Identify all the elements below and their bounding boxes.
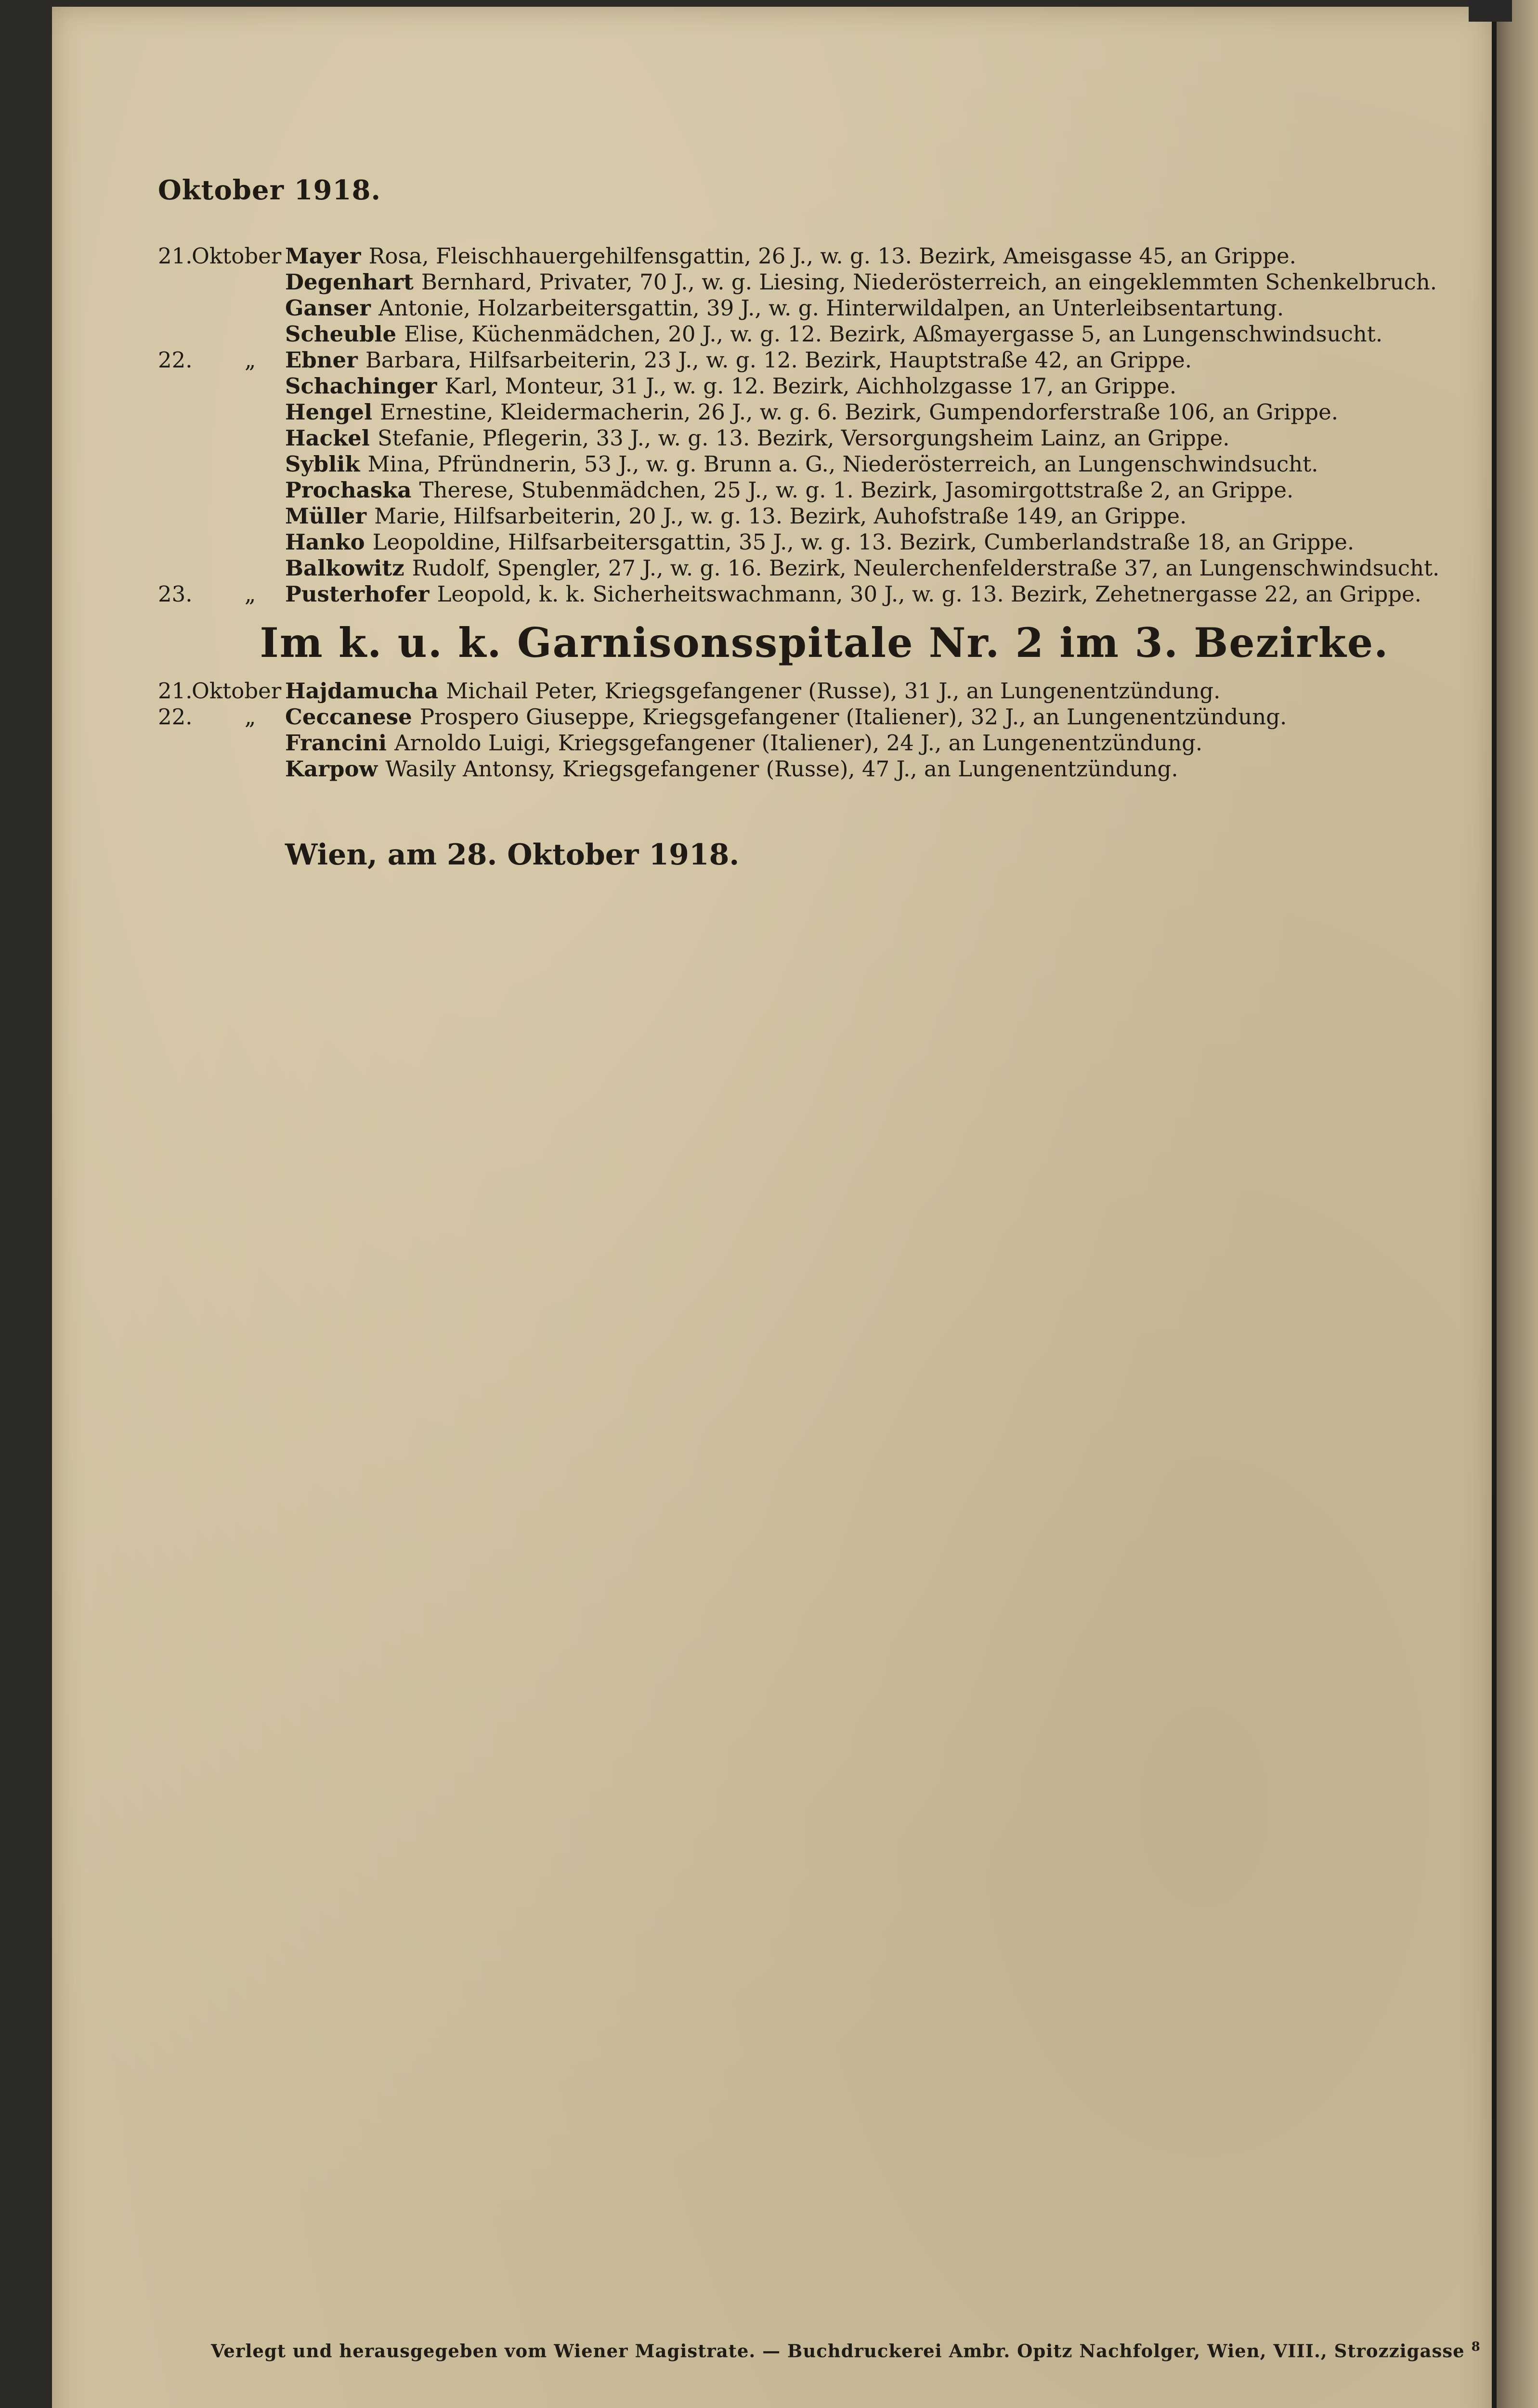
entry-details: Michail Peter, Kriegsgefangener (Russe), 31 J., an Lungenentzündung. (446, 678, 1221, 704)
entry-details: Rosa, Fleischhauergehilfensgattin, 26 J., w. g. 13. Bezirk, Ameisgasse 45, an Grippe. (368, 243, 1296, 269)
register-entry (158, 269, 1487, 295)
entry-details: Antonie, Holzarbeitersgattin, 39 J., w. g. Hinterwildalpen, an Unterleibsentartung. (378, 295, 1284, 321)
entry-month: Oktober (192, 678, 282, 704)
publisher-footer (211, 2340, 1481, 2361)
register-entry (158, 581, 1487, 607)
entry-date (158, 425, 285, 451)
register-entry (158, 243, 1487, 269)
entry-surname: Ganser (285, 295, 371, 321)
entry-surname: Mayer (285, 243, 361, 269)
entry-day: 22. (158, 347, 193, 373)
entry-surname: Scheuble (285, 321, 397, 347)
entry-surname: Schachinger (285, 373, 437, 399)
register-entry (158, 555, 1487, 581)
entry-details: Marie, Hilfsarbeiterin, 20 J., w. g. 13. Bezirk, Auhofstraße 149, an Grippe. (374, 503, 1187, 529)
entry-surname: Hengel (285, 399, 373, 425)
address-number: 8 (1471, 2340, 1481, 2354)
entry-date (158, 581, 285, 607)
entry-surname: Syblik (285, 451, 360, 477)
entry-date (158, 730, 285, 756)
register-entry (158, 704, 1487, 730)
entry-date (158, 756, 285, 782)
entry-date (158, 678, 285, 704)
entry-day: 21. (158, 243, 193, 269)
entry-date (158, 503, 285, 529)
entry-details: Mina, Pfründnerin, 53 J., w. g. Brunn a. G., Niederösterreich, an Lungenschwindsucht. (367, 451, 1318, 477)
ditto-mark: „ (245, 347, 256, 373)
register-entry (158, 425, 1487, 451)
entry-date (158, 477, 285, 503)
entry-date (158, 373, 285, 399)
entry-surname: Hanko (285, 529, 365, 555)
register-entry (158, 321, 1487, 347)
entry-day: 21. (158, 678, 193, 704)
closing-date-line: Wien, am 28. Oktober 1918. (285, 838, 740, 872)
entry-details: Arnoldo Luigi, Kriegsgefangener (Italiener), 24 J., an Lungenentzündung. (394, 730, 1203, 756)
entry-surname: Ebner (285, 347, 358, 373)
entry-details: Karl, Monteur, 31 J., w. g. 12. Bezirk, Aichholzgasse 17, an Grippe. (444, 373, 1177, 399)
register-entry (158, 756, 1487, 782)
entry-details: Leopold, k. k. Sicherheitswachmann, 30 J., w. g. 13. Bezirk, Zehetnergasse 22, an Grippe. (437, 581, 1421, 607)
entry-details: Ernestine, Kleidermacherin, 26 J., w. g. 6. Bezirk, Gumpendorferstraße 106, an Grippe. (380, 399, 1339, 425)
entry-surname: Balkowitz (285, 555, 404, 581)
entry-date (158, 529, 285, 555)
entry-details: Wasily Antonsy, Kriegsgefangener (Russe), 47 J., an Lungenentzündung. (385, 756, 1178, 782)
entry-details: Prospero Giuseppe, Kriegsgefangener (Italiener), 32 J., an Lungenentzündung. (419, 704, 1287, 730)
entry-surname: Hackel (285, 425, 370, 451)
entry-date (158, 555, 285, 581)
entry-date (158, 399, 285, 425)
entry-date (158, 321, 285, 347)
register-entry (158, 373, 1487, 399)
entry-details: Bernhard, Privater, 70 J., w. g. Liesing, Niederösterreich, an eingeklemmten Schenkelbruch. (421, 269, 1437, 295)
entry-date (158, 451, 285, 477)
register-entry (158, 477, 1487, 503)
entry-day: 23. (158, 581, 193, 607)
month-heading: Oktober 1918. (158, 174, 381, 206)
entry-details: Therese, Stubenmädchen, 25 J., w. g. 1. Bezirk, Jasomirgottstraße 2, an Grippe. (419, 477, 1294, 503)
death-register-list (158, 243, 1487, 607)
register-entry (158, 529, 1487, 555)
entry-details: Barbara, Hilfsarbeiterin, 23 J., w. g. 12. Bezirk, Hauptstraße 42, an Grippe. (365, 347, 1192, 373)
section-title: Im k. u. k. Garnisonsspitale Nr. 2 im 3. Bezirke. (260, 619, 1389, 667)
entry-details: Stefanie, Pflegerin, 33 J., w. g. 13. Bezirk, Versorgungsheim Lainz, an Grippe. (377, 425, 1230, 451)
register-entry (158, 295, 1487, 321)
register-entry (158, 503, 1487, 529)
entry-surname: Pusterhofer (285, 581, 430, 607)
entry-surname: Degenhart (285, 269, 414, 295)
entry-day: 22. (158, 704, 193, 730)
entry-surname: Prochaska (285, 477, 412, 503)
entry-details: Leopoldine, Hilfsarbeitersgattin, 35 J., w. g. 13. Bezirk, Cumberlandstraße 18, an Grippe. (372, 529, 1355, 555)
entry-date (158, 347, 285, 373)
ditto-mark: „ (245, 581, 256, 607)
entry-details: Elise, Küchenmädchen, 20 J., w. g. 12. Bezirk, Aßmayergasse 5, an Lungenschwindsucht. (404, 321, 1383, 347)
entry-date (158, 704, 285, 730)
register-entry (158, 399, 1487, 425)
entry-date (158, 243, 285, 269)
entry-surname: Francini (285, 730, 387, 756)
entry-surname: Hajdamucha (285, 678, 439, 704)
entry-surname: Müller (285, 503, 367, 529)
entry-surname: Karpow (285, 756, 378, 782)
register-entry (158, 730, 1487, 756)
publisher-text: Verlegt und herausgegeben vom Wiener Magistrate. — Buchdruckerei Ambr. Opitz Nachfolger, Wien, VIII., Strozzigasse (211, 2340, 1465, 2362)
entry-date (158, 295, 285, 321)
entry-surname: Ceccanese (285, 704, 412, 730)
register-entry (158, 347, 1487, 373)
entry-month: Oktober (192, 243, 282, 269)
garrison-hospital-list (158, 678, 1487, 782)
register-entry (158, 451, 1487, 477)
ditto-mark: „ (245, 704, 256, 730)
entry-date (158, 269, 285, 295)
entry-details: Rudolf, Spengler, 27 J., w. g. 16. Bezirk, Neulerchenfelderstraße 37, an Lungenschwindsucht. (412, 555, 1440, 581)
register-entry (158, 678, 1487, 704)
